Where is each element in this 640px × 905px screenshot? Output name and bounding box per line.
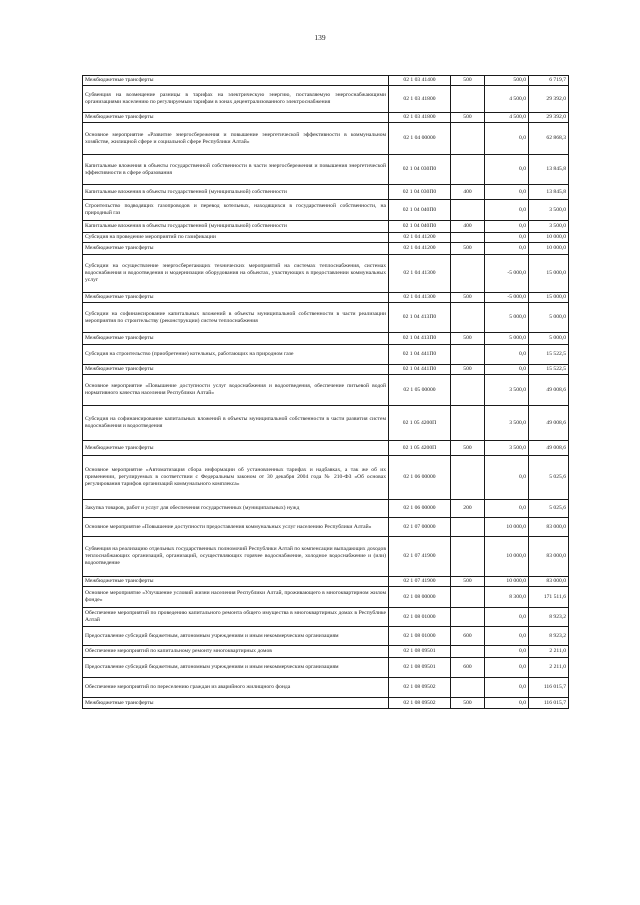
table-row [83,113,569,123]
row-expense-type-cell: 600 [451,658,485,678]
row-total-amount-cell: 15 522,5 [529,345,569,365]
row-code-cell: 02 1 04 413П0 [389,333,451,345]
row-name-cell: Основное мероприятие «Повышение доступности предоставления коммунальных услуг населению Республики Алтай» [83,518,389,537]
table-row [83,627,569,646]
row-change-amount-cell: 5 000,0 [485,303,529,333]
row-total-amount-cell: 2 211,0 [529,658,569,678]
row-name-cell: Межбюджетные трансферты [83,243,389,255]
table-row [83,345,569,365]
row-expense-type-cell [451,587,485,608]
row-code-cell: 02 1 07 00000 [389,518,451,537]
row-code-cell: 02 1 07 41900 [389,577,451,587]
row-total-amount-cell: 5 025,6 [529,456,569,500]
row-total-amount-cell: 13 845,8 [529,155,569,185]
table-row [83,646,569,658]
row-code-cell: 02 1 04 441П0 [389,345,451,365]
row-code-cell: 02 1 04 030П0 [389,185,451,200]
budget-table-body [83,76,569,709]
row-code-cell: 02 1 04 441П0 [389,365,451,375]
row-name-cell: Основное мероприятие «Улучшение условий жизни населения Республики Алтай, проживающего в многоквартирном жилом фонде» [83,587,389,608]
row-change-amount-cell: 0,0 [485,658,529,678]
row-expense-type-cell [451,303,485,333]
row-expense-type-cell: 500 [451,698,485,709]
row-total-amount-cell: 83 000,0 [529,518,569,537]
row-change-amount-cell: -5 000,0 [485,255,529,293]
table-row [83,243,569,255]
row-code-cell: 02 1 04 030П0 [389,155,451,185]
row-expense-type-cell [451,608,485,627]
row-name-cell: Закупка товаров, работ и услуг для обеспечения государственных (муниципальных) нужд [83,500,389,518]
row-code-cell: 02 1 04 040П0 [389,221,451,233]
table-row [83,678,569,698]
row-change-amount-cell: 0,0 [485,200,529,221]
row-expense-type-cell [451,255,485,293]
table-row [83,123,569,155]
row-expense-type-cell: 400 [451,185,485,200]
row-name-cell: Межбюджетные трансферты [83,441,389,456]
row-expense-type-cell: 500 [451,365,485,375]
row-name-cell: Субсидия на проведение мероприятий по газификации [83,233,389,243]
row-total-amount-cell: 83 000,0 [529,537,569,577]
row-change-amount-cell: 500,0 [485,76,529,86]
row-change-amount-cell: 10 000,0 [485,518,529,537]
row-code-cell: 02 1 04 040П0 [389,200,451,221]
row-change-amount-cell: 0,0 [485,155,529,185]
row-total-amount-cell: 10 000,0 [529,243,569,255]
row-change-amount-cell: 0,0 [485,500,529,518]
table-row [83,155,569,185]
table-row [83,76,569,86]
row-name-cell: Строительство подводящих газопроводов и перевод котельных, находящихся в государственной собственности, на природный газ [83,200,389,221]
row-name-cell: Обеспечение мероприятий по капитальному ремонту многоквартирных домов [83,646,389,658]
row-change-amount-cell: 0,0 [485,627,529,646]
row-change-amount-cell: 3 500,0 [485,441,529,456]
row-name-cell: Капитальные вложения в объекты государственной (муниципальной) собственности [83,185,389,200]
row-expense-type-cell: 500 [451,441,485,456]
table-row [83,333,569,345]
table-row [83,233,569,243]
table-row [83,658,569,678]
row-expense-type-cell: 400 [451,221,485,233]
row-name-cell: Межбюджетные трансферты [83,577,389,587]
row-expense-type-cell [451,518,485,537]
row-change-amount-cell: 0,0 [485,221,529,233]
row-code-cell: 02 1 03 41800 [389,86,451,113]
row-name-cell: Обеспечение мероприятий по проведению капитального ремонта общего имущества в многоквартирных домах в Республике Алтай [83,608,389,627]
row-code-cell: 02 1 08 09502 [389,678,451,698]
row-expense-type-cell [451,233,485,243]
row-expense-type-cell [451,200,485,221]
table-row [83,221,569,233]
row-total-amount-cell: 15 000,0 [529,293,569,303]
row-expense-type-cell: 500 [451,577,485,587]
row-name-cell: Капитальные вложения в объекты государственной (муниципальной) собственности [83,221,389,233]
row-total-amount-cell: 116 015,7 [529,698,569,709]
row-total-amount-cell: 116 015,7 [529,678,569,698]
row-name-cell: Межбюджетные трансферты [83,365,389,375]
row-change-amount-cell: 0,0 [485,365,529,375]
row-expense-type-cell [451,537,485,577]
row-name-cell: Субвенция на возмещение разницы в тарифах на электрическую энергию, поставляемую энергоснабжающими организациями населению по регулируемым тарифам в зонах децентрализованного электроснабжения [83,86,389,113]
table-row [83,587,569,608]
row-name-cell: Субсидия на строительство (приобретение) котельных, работающих на природном газе [83,345,389,365]
row-change-amount-cell: 0,0 [485,456,529,500]
row-expense-type-cell [451,155,485,185]
row-total-amount-cell: 2 211,0 [529,646,569,658]
row-code-cell: 02 1 04 41300 [389,255,451,293]
row-change-amount-cell: 0,0 [485,678,529,698]
row-expense-type-cell: 500 [451,333,485,345]
row-total-amount-cell: 6 719,7 [529,76,569,86]
row-code-cell: 02 1 05 4200П [389,406,451,441]
row-code-cell: 02 1 08 09501 [389,646,451,658]
table-row [83,375,569,406]
row-code-cell: 02 1 04 00000 [389,123,451,155]
row-change-amount-cell: 0,0 [485,185,529,200]
row-change-amount-cell: 10 000,0 [485,537,529,577]
table-row [83,441,569,456]
row-code-cell: 02 1 08 09502 [389,698,451,709]
row-total-amount-cell: 3 500,0 [529,221,569,233]
row-code-cell: 02 1 04 41200 [389,233,451,243]
row-name-cell: Основное мероприятие «Повышение доступности услуг водоснабжения и водоотведения, обеспечение питьевой водой нормативного качества населения Республики Алтай» [83,375,389,406]
row-change-amount-cell: 0,0 [485,123,529,155]
table-row [83,303,569,333]
table-row [83,518,569,537]
page-number: 139 [314,33,326,42]
table-row [83,200,569,221]
row-expense-type-cell: 500 [451,76,485,86]
row-expense-type-cell: 500 [451,113,485,123]
row-expense-type-cell [451,456,485,500]
row-code-cell: 02 1 05 00000 [389,375,451,406]
row-change-amount-cell: 0,0 [485,243,529,255]
row-name-cell: Межбюджетные трансферты [83,113,389,123]
table-row [83,537,569,577]
row-change-amount-cell: 0,0 [485,233,529,243]
row-code-cell: 02 1 04 41300 [389,293,451,303]
row-code-cell: 02 1 08 00000 [389,587,451,608]
row-change-amount-cell: 0,0 [485,646,529,658]
row-code-cell: 02 1 07 41900 [389,537,451,577]
row-name-cell: Межбюджетные трансферты [83,293,389,303]
row-name-cell: Капитальные вложения в объекты государственной собственности в части энергосбережения и повышения энергетической эффективности в сфере образования [83,155,389,185]
row-name-cell: Основное мероприятие «Автоматизация сбора информации об установленных тарифах и надбавках, а так же об их применении, регулируемых в соответствии с Федеральным законом от 30 декабря 2004 года № 210-ФЗ «Об основах регулирования тарифов организаций коммунального комплекса» [83,456,389,500]
row-code-cell: 02 1 08 09501 [389,658,451,678]
row-expense-type-cell [451,406,485,441]
row-expense-type-cell: 200 [451,500,485,518]
row-total-amount-cell: 8 923,2 [529,608,569,627]
row-change-amount-cell: 5 000,0 [485,333,529,345]
row-expense-type-cell: 500 [451,293,485,303]
row-name-cell: Основное мероприятие «Развитие энергосбережения и повышение энергетической эффективности в коммунальном хозяйстве, жилищной сфере и социальной сфере Республики Алтай» [83,123,389,155]
row-total-amount-cell: 83 000,0 [529,577,569,587]
row-change-amount-cell: 0,0 [485,345,529,365]
row-expense-type-cell [451,123,485,155]
row-name-cell: Предоставление субсидий бюджетным, автономным учреждениям и иным некоммерческим организациям [83,627,389,646]
row-total-amount-cell: 5 000,0 [529,333,569,345]
row-expense-type-cell [451,86,485,113]
row-code-cell: 02 1 04 413П0 [389,303,451,333]
table-row [83,500,569,518]
row-change-amount-cell: 10 000,0 [485,577,529,587]
row-total-amount-cell: 49 008,6 [529,375,569,406]
row-total-amount-cell: 5 000,0 [529,303,569,333]
row-name-cell: Межбюджетные трансферты [83,698,389,709]
row-total-amount-cell: 171 511,6 [529,587,569,608]
row-total-amount-cell: 62 868,3 [529,123,569,155]
row-change-amount-cell: 4 500,0 [485,86,529,113]
row-total-amount-cell: 10 000,0 [529,233,569,243]
row-change-amount-cell: 0,0 [485,608,529,627]
table-row [83,293,569,303]
row-name-cell: Субсидии на софинансирование капитальных вложений в объекты муниципальной собственности в части реализации мероприятия по строительству (реконструкции) систем теплоснабжения [83,303,389,333]
table-row [83,698,569,709]
row-name-cell: Межбюджетные трансферты [83,76,389,86]
row-total-amount-cell: 15 000,0 [529,255,569,293]
row-change-amount-cell: 4 500,0 [485,113,529,123]
row-expense-type-cell [451,375,485,406]
table-row [83,365,569,375]
row-code-cell: 02 1 03 41800 [389,113,451,123]
row-total-amount-cell: 8 923,2 [529,627,569,646]
row-name-cell: Субсидии на осуществление энергосберегающих технических мероприятий на системах теплоснабжения, системах водоснабжения и водоотведения и модернизации оборудования на объектах, участвующих в предоставлении коммунальных услуг [83,255,389,293]
row-code-cell: 02 1 04 41200 [389,243,451,255]
row-total-amount-cell: 5 025,6 [529,500,569,518]
row-total-amount-cell: 29 392,0 [529,113,569,123]
row-name-cell: Предоставление субсидий бюджетным, автономным учреждениям и иным некоммерческим организациям [83,658,389,678]
table-row [83,406,569,441]
row-code-cell: 02 1 08 01000 [389,627,451,646]
row-total-amount-cell: 49 008,6 [529,441,569,456]
row-name-cell: Обеспечение мероприятий по переселению граждан из аварийного жилищного фонда [83,678,389,698]
row-expense-type-cell [451,646,485,658]
table-row [83,456,569,500]
row-code-cell: 02 1 08 01000 [389,608,451,627]
row-code-cell: 02 1 06 00000 [389,456,451,500]
row-total-amount-cell: 15 522,5 [529,365,569,375]
row-code-cell: 02 1 03 41400 [389,76,451,86]
row-name-cell: Субвенция на реализацию отдельных государственных полномочий Республики Алтай по компенсации выпадающих доходов теплоснабжающих организаций, организаций, осуществляющих горячее водоснабжение, холодное водоснабжение и (или) водоотведение [83,537,389,577]
row-expense-type-cell [451,678,485,698]
row-name-cell: Межбюджетные трансферты [83,333,389,345]
row-change-amount-cell: 3 500,0 [485,375,529,406]
budget-table [82,75,569,709]
row-total-amount-cell: 13 845,8 [529,185,569,200]
row-change-amount-cell: 0,0 [485,698,529,709]
table-row [83,255,569,293]
row-change-amount-cell: -5 000,0 [485,293,529,303]
row-change-amount-cell: 3 500,0 [485,406,529,441]
row-name-cell: Субсидия на софинансирование капитальных вложений в объекты муниципальной собственности в части развития систем водоснабжения и водоотведения [83,406,389,441]
row-change-amount-cell: 8 300,0 [485,587,529,608]
row-total-amount-cell: 49 008,6 [529,406,569,441]
row-expense-type-cell: 500 [451,243,485,255]
row-total-amount-cell: 3 500,0 [529,200,569,221]
row-expense-type-cell: 600 [451,627,485,646]
row-code-cell: 02 1 06 00000 [389,500,451,518]
row-code-cell: 02 1 05 4200П [389,441,451,456]
row-expense-type-cell [451,345,485,365]
row-total-amount-cell: 29 392,0 [529,86,569,113]
table-row [83,577,569,587]
table-row [83,185,569,200]
table-row [83,86,569,113]
table-row [83,608,569,627]
